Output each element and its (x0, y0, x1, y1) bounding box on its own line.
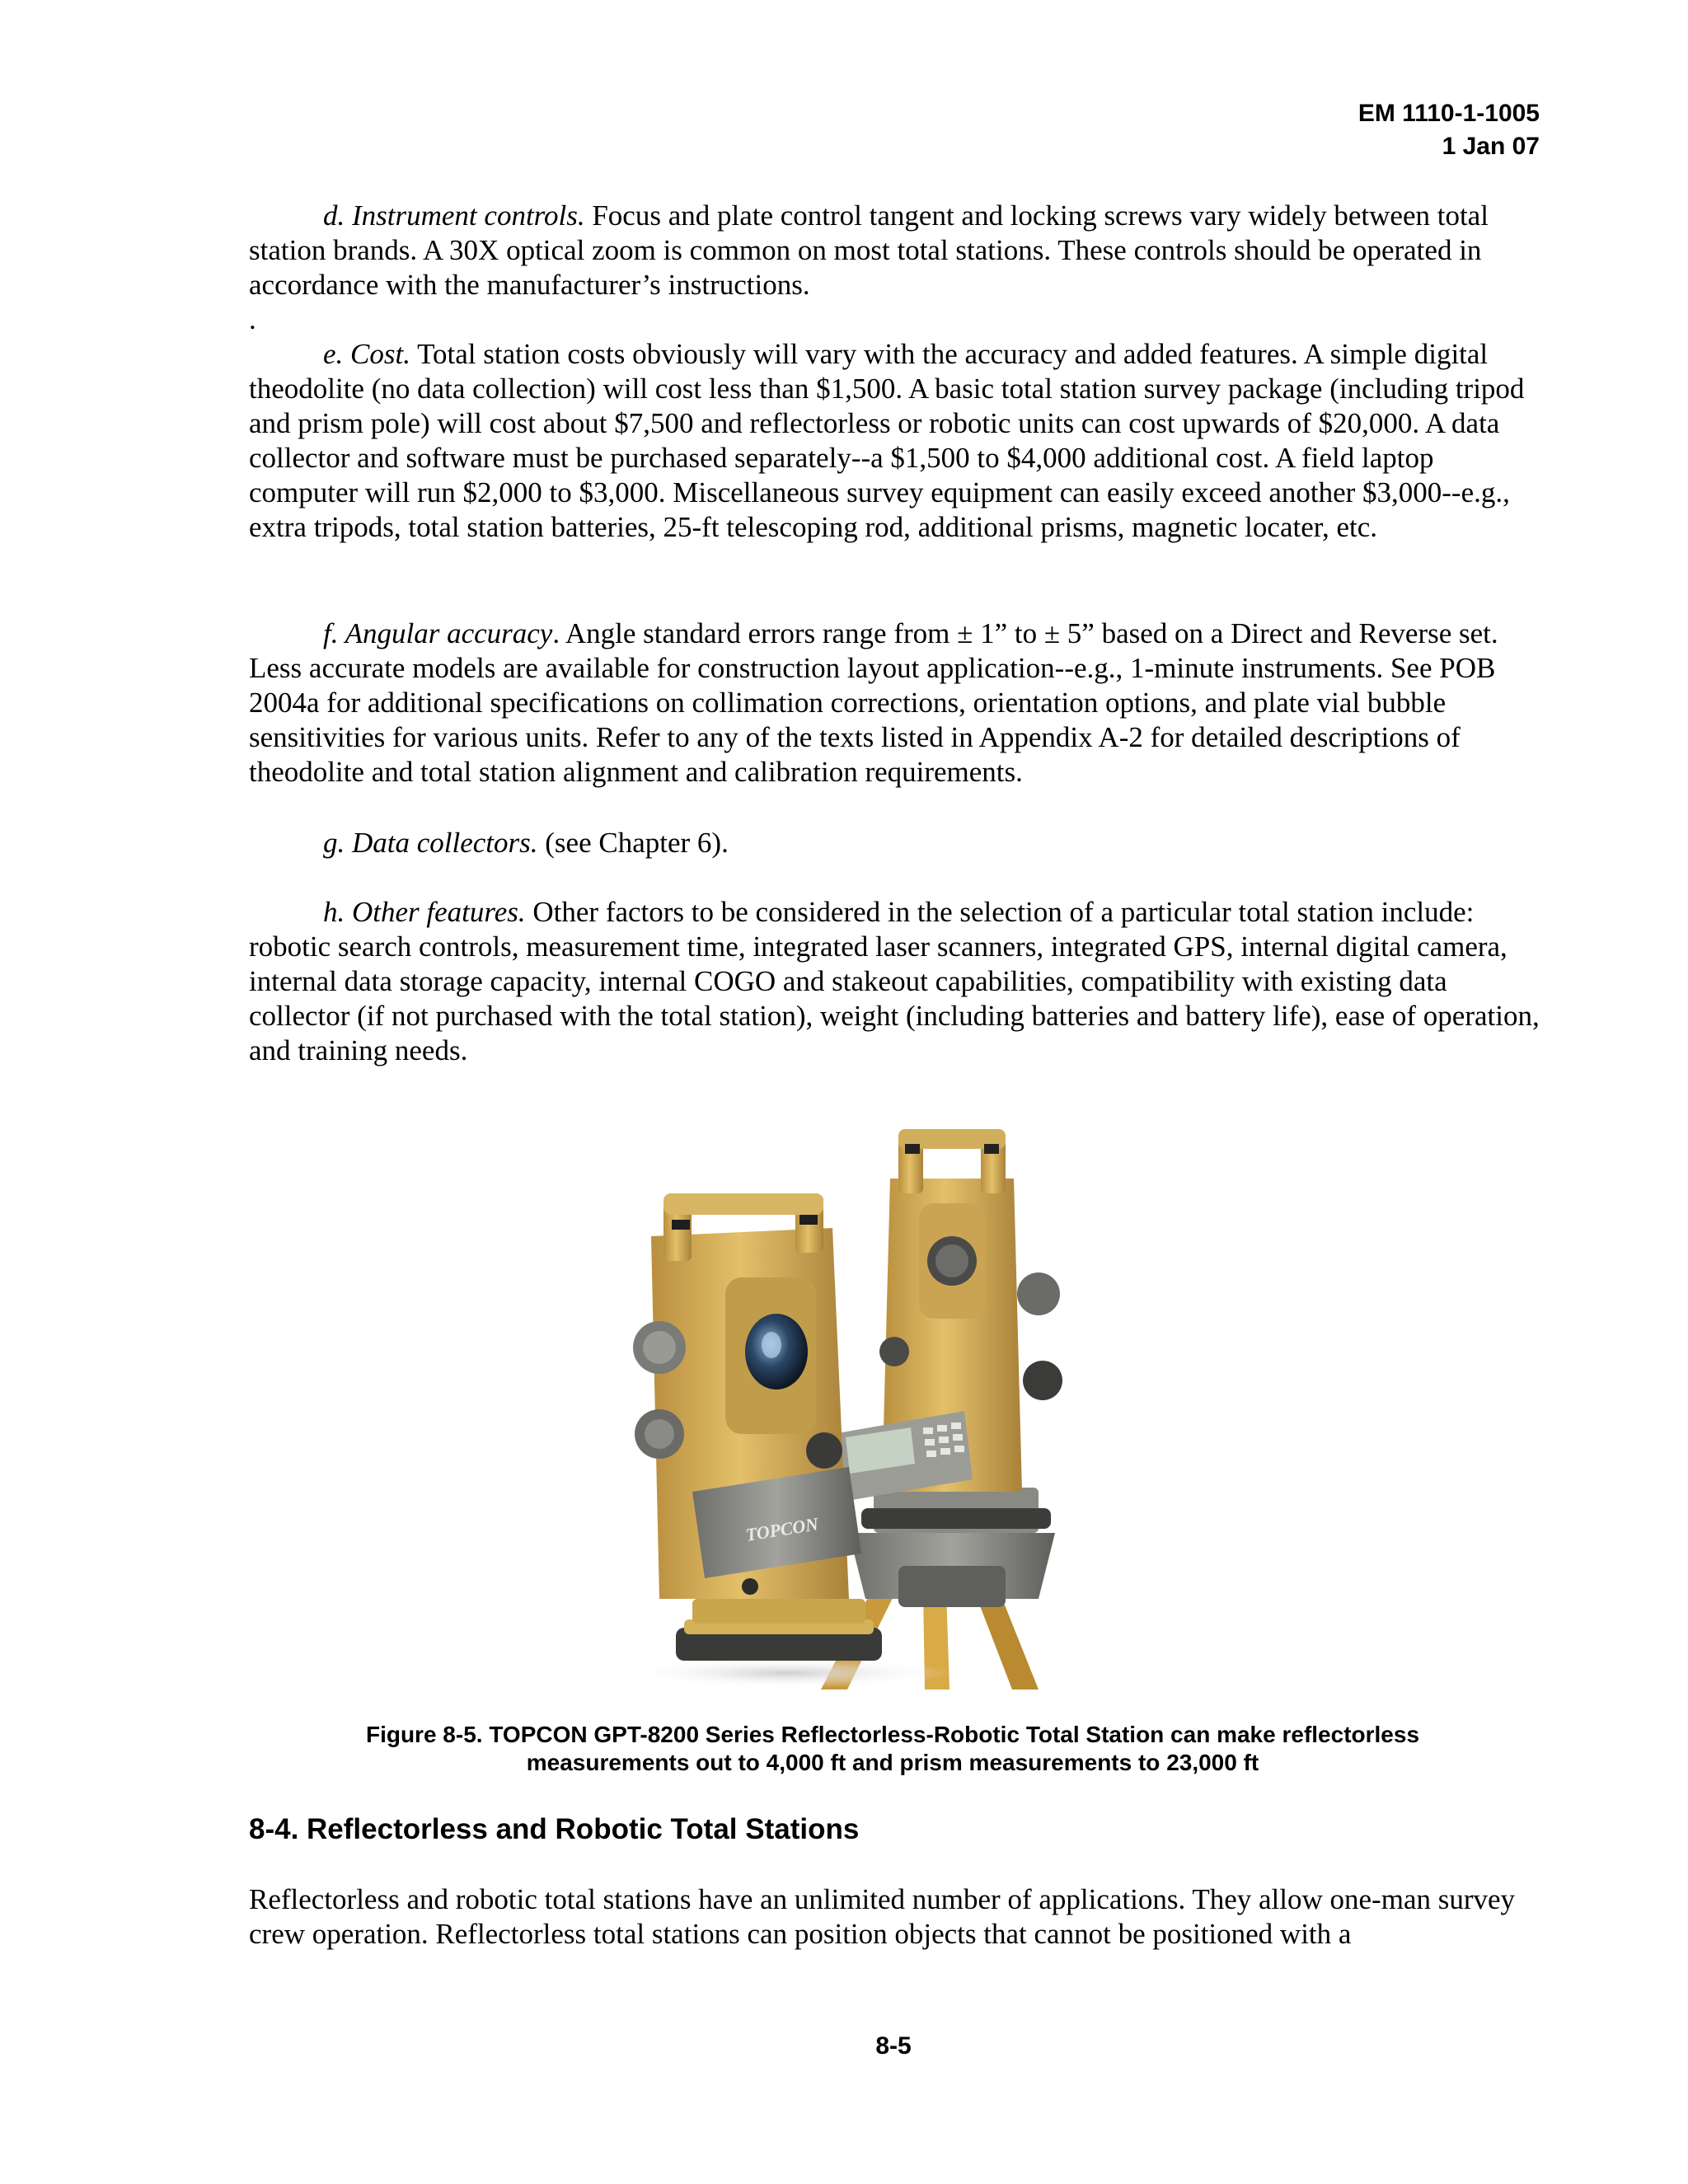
paragraph-e-label: e. Cost. (323, 338, 410, 370)
paragraph-g-label: g. Data collectors. (323, 827, 538, 859)
section-intro-text: Reflectorless and robotic total stations have an unlimited number of applications. They allow one-man survey crew operation. Reflectorless total stations can position objects that cannot be positioned with a (249, 1883, 1516, 1950)
paragraph-f-text: . Angle standard errors range from ± 1” to ± 5” based on a Direct and Reverse set. Less accurate models are available for construction layout application--e.g., 1-minute instruments. See POB 2004a for additional specifications on collimation corrections, orientation options, and plate vial bubble sensitivities for various units. Refer to any of the texts listed in Appendix A-2 for detailed descriptions of theodolite and total station alignment and calibration requirements. (249, 617, 1498, 788)
section-heading: 8-4. Reflectorless and Robotic Total Stations (249, 1813, 860, 1845)
paragraph-h (249, 895, 1541, 1068)
paragraph-g-text: (see Chapter 6). (537, 827, 729, 859)
paragraph-g (249, 826, 1541, 860)
paragraph-e-text: Total station costs obviously will vary with the accuracy and added features. A simple digital theodolite (no data collection) will cost less than $1,500. A basic total station survey package (including tripod and prism pole) will cost about $7,500 and reflectorless or robotic units can cost upwards of $20,000. A data collector and software must be purchased separately--a $1,500 to $4,000 additional cost. A field laptop computer will run $2,000 to $3,000. Miscellaneous survey equipment can easily exceed another $3,000--e.g., extra tripods, total station batteries, 25-ft telescoping rod, additional prisms, magnetic locater, etc. (249, 338, 1525, 543)
stray-mark: . (249, 303, 256, 335)
figure-caption-line-1: Figure 8-5. TOPCON GPT-8200 Series Reflectorless-Robotic Total Station can make reflectorless (365, 1722, 1420, 1747)
page-number: 8-5 (875, 2032, 912, 2060)
paragraph-h-text: Other factors to be considered in the selection of a particular total station include: robotic search controls, measurement time, integrated laser scanners, integrated GPS, internal digital camera, internal data storage capacity, internal COGO and stakeout capabilities, compatibility with existing data collector (if not purchased with the total station), weight (including batteries and battery life), ease of operation, and training needs. (249, 896, 1540, 1066)
paragraph-d-label: d. Instrument controls. (323, 199, 585, 232)
paragraph-f-label: f. Angular accuracy (323, 617, 553, 649)
document-header (1358, 97, 1540, 163)
figure-caption (247, 1721, 1538, 1777)
paragraph-f (249, 616, 1541, 790)
paragraph-d (249, 199, 1541, 337)
document-date: 1 Jan 07 (1442, 133, 1540, 160)
paragraph-d-text: Focus and plate control tangent and locking screws vary widely between total station brands. A 30X optical zoom is common on most total stations. These controls should be operated in accordance with the manufacturer’s instructions. (249, 199, 1489, 301)
topcon-logo: TOPCON (744, 1513, 820, 1545)
section-intro-paragraph (249, 1882, 1541, 1952)
total-station-photo (626, 1104, 1154, 1690)
paragraph-e (249, 337, 1541, 545)
total-station-illustration (626, 1104, 1154, 1690)
paragraph-h-label: h. Other features. (323, 896, 526, 928)
figure-caption-line-2: measurements out to 4,000 ft and prism measurements to 23,000 ft (526, 1750, 1259, 1775)
document-number: EM 1110-1-1005 (1357, 100, 1540, 127)
